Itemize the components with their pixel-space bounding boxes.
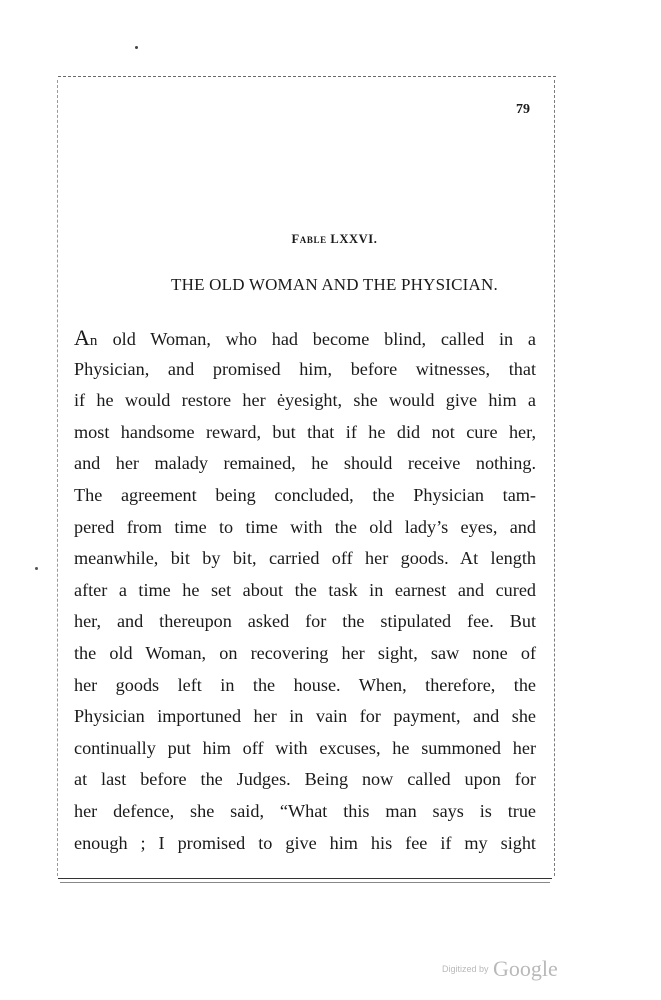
body-line: enough ; I promised to give him his fee if my sight (74, 832, 536, 853)
body-line: her goods left in the house. When, therefore, the (74, 674, 536, 695)
fable-number-heading: Fable LXXVI. (291, 232, 378, 246)
body-line: meanwhile, bit by bit, carried off her goods. At length (74, 548, 536, 569)
body-line: after a time he set about the task in earnest and cured (74, 579, 536, 600)
body-line: if he would restore her ėyesight, she would give him a (74, 390, 536, 411)
fable-body (74, 322, 536, 859)
body-line: The agreement being concluded, the Physician tam- (74, 484, 536, 505)
fable-title: THE OLD WOMAN AND THE PHYSICIAN. (171, 275, 498, 294)
right-border-rule (554, 80, 555, 876)
body-line: her defence, she said, “What this man says is true (74, 800, 536, 821)
body-line: pered from time to time with the old lady’s eyes, and (74, 516, 536, 537)
watermark-prefix: Digitized by (442, 964, 489, 974)
body-line: Physician, and promised him, before witnesses, that (74, 358, 536, 379)
body-line: at last before the Judges. Being now called upon for (74, 769, 536, 790)
scan-speck (35, 567, 38, 570)
page-number: 79 (516, 102, 530, 117)
drop-cap: A (74, 325, 90, 350)
digitized-by-google-watermark (442, 956, 558, 982)
bottom-border-rule (58, 878, 552, 879)
body-line: her, and thereupon asked for the stipulated fee. But (74, 611, 536, 632)
scan-speck (135, 46, 138, 49)
first-word-rest: n (89, 333, 98, 349)
body-line: continually put him off with excuses, he summoned her (74, 737, 536, 758)
body-line: An old Woman, who had become blind, called in a (74, 325, 536, 350)
bottom-border-rule-inner (60, 882, 550, 883)
body-line: Physician importuned her in vain for payment, and she (74, 706, 536, 727)
google-logo: Google (492, 956, 558, 981)
left-border-rule (57, 80, 58, 876)
body-line: and her malady remained, he should receive nothing. (74, 453, 536, 474)
top-border-rule (58, 76, 556, 77)
body-line: most handsome reward, but that if he did not cure her, (74, 421, 536, 442)
body-line: the old Woman, on recovering her sight, saw none of (74, 642, 536, 663)
